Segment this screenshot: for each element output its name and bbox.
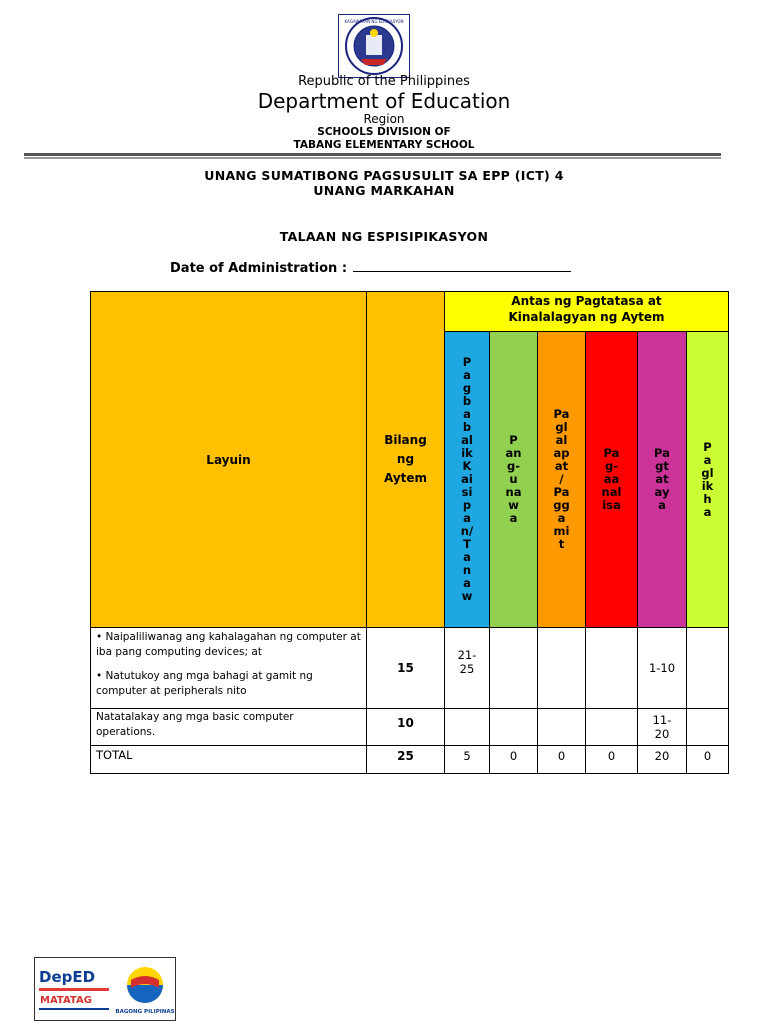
region-text: Region <box>363 112 405 126</box>
row-1-level-3 <box>537 627 586 709</box>
row-2-level-6 <box>686 708 729 746</box>
row-1-level-4 <box>585 627 638 709</box>
exam-title: UNANG SUMATIBONG PAGSUSULIT SA EPP (ICT) 4 <box>204 168 564 183</box>
table-row-1-objectives <box>90 627 367 709</box>
date-blank-line <box>353 258 571 272</box>
total-level-4: 0 <box>585 745 638 774</box>
deped-logo-text: DepED <box>39 968 96 986</box>
bagong-pilipinas-logo <box>115 967 174 1015</box>
total-level-1: 5 <box>444 745 490 774</box>
table-row-1-items: 15 <box>366 627 445 709</box>
objective-1: • Naipaliliwanag ang kahalagahan ng computer at iba pang computing devices; at <box>96 631 361 658</box>
footer-logos <box>34 957 176 1021</box>
table-row-2-objectives <box>90 708 367 746</box>
level-header-6: P a gl ik h a <box>686 331 729 628</box>
date-of-administration <box>170 258 571 276</box>
school-name: TABANG ELEMENTARY SCHOOL <box>293 139 475 151</box>
table-row-2-items: 10 <box>366 708 445 746</box>
quarter-title: UNANG MARKAHAN <box>313 183 455 198</box>
row-2-level-1 <box>444 708 490 746</box>
row-2-level-3 <box>537 708 586 746</box>
deped-seal-logo <box>338 14 410 78</box>
objective-2: • Natutukoy ang mga bahagi at gamit ng computer at peripherals nito <box>96 670 313 697</box>
level-header-2: P an g- u na w a <box>489 331 538 628</box>
row-2-level-2 <box>489 708 538 746</box>
row-1-level-5: 1-10 <box>637 627 687 709</box>
level-header-1: P a g b a b al ik K ai si p a n/ T a n a w <box>444 331 490 628</box>
row-2-level-5: 11- 20 <box>637 708 687 746</box>
bagong-pilipinas-text: BAGONG PILIPINAS <box>115 1009 175 1015</box>
deped-matatag-logo <box>39 968 109 1010</box>
total-level-3: 0 <box>537 745 586 774</box>
row-1-level-2 <box>489 627 538 709</box>
header-rule <box>24 153 721 156</box>
republic-text: Republic of the Philippines <box>298 74 470 89</box>
date-label: Date of Administration : <box>170 261 348 276</box>
level-header-4: Pa g- aa nal isa <box>585 331 638 628</box>
total-level-5: 20 <box>637 745 687 774</box>
row-2-level-4 <box>585 708 638 746</box>
total-level-6: 0 <box>686 745 729 774</box>
objective-3: Natatalakay ang mga basic computer operations. <box>96 711 294 738</box>
total-level-2: 0 <box>489 745 538 774</box>
seal-text: KAGAWARAN NG EDUKASYON <box>344 19 404 24</box>
level-header-3: Pa gl al ap at / Pa gg a mi t <box>537 331 586 628</box>
level-header-5: Pa gt at ay a <box>637 331 687 628</box>
division-text: SCHOOLS DIVISION OF <box>317 126 451 138</box>
department-title: Department of Education <box>257 89 511 113</box>
header-layuin: Layuin <box>90 291 367 628</box>
tos-title: TALAAN NG ESPISIPIKASYON <box>279 229 489 244</box>
total-items: 25 <box>366 745 445 774</box>
row-1-level-1: 21- 25 <box>444 627 490 709</box>
total-label: TOTAL <box>90 745 367 774</box>
header-antas-group: Antas ng Pagtatasa at Kinalalagyan ng Aytem <box>444 291 729 332</box>
row-1-level-6 <box>686 627 729 709</box>
header-rule-thin <box>24 157 721 159</box>
header-bilang: Bilang ng Aytem <box>366 291 445 628</box>
matatag-logo-text: MATATAG <box>40 995 92 1006</box>
